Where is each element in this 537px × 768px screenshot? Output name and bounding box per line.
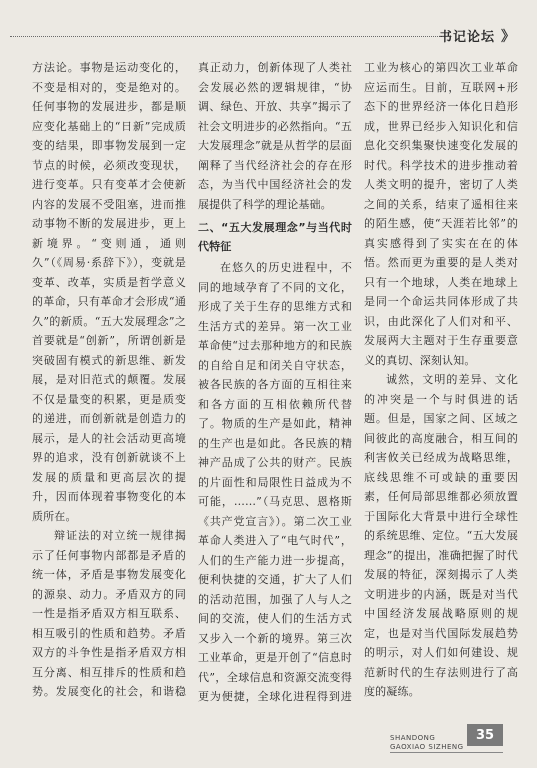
column-3 [364,58,518,703]
paragraph: 辩证法的对立统一规律揭示了任何事物内部都是矛盾的统一体，矛盾是事物发展变化的源泉、动力。矛盾双方的同一性是指矛盾双方相互联系、相互吸引的性质和趋势。矛盾双方的斗争性是指矛盾双方相互分离、相互排斥的性质和趋势。发展变化的社会，和谐稳 [32,529,186,698]
magazine-name [390,734,464,752]
column-2 [198,58,352,703]
paragraph: 方法论。事物是运动变化的，不变是相对的，变是绝对的。任何事物的发展进步，都是顺应变化基础上的“日新”完成质变的结果，即事物发展到一定节点的时候，必须改变现状，进行变革。只有变革才会使新内容的发展不受阻塞，进而推动事物不断的发展进步，更上新境界。“变则通，通则久”（《周易·系辞下》），变就是变革、改革，实质是哲学意义的革命，只有革命才会形成“通久”的新质。“五大发展理念”之首要就是“创新”，所谓创新是突破固有模式的新思维、新发展，是对旧范式的颠覆。发展不仅是量变的积累，更是质变的递进，而创新就是创造力的展示，是人的社会活动更高境界的追求，没有创新就谈不上发展的质量和更高层次的提升，因而体现着事物变化的本质所在。 [32,61,186,523]
paragraph: 工业为核心的第四次工业革命应运而生。目前，互联网+形态下的世界经济一体化日趋形成，世界已经步入知识化和信息化交织集聚快速变化发展的时代。科学技术的进步推动着人类文明的提升，密切了人类之间的关系，结束了遥相往来的陌生感，使“天涯若比邻”的真实感得到了实实在在的体悟。然而更为重要的是人类对只有一个地球，人类在地球上是同一个命运共同体形成了共识，由此深化了人们对和平、发展两大主题对于生存重要意义的真切、深刻认知。 [364,61,518,367]
paragraph: 真正动力，创新体现了人类社会发展必然的逻辑规律，“协调、绿色、开放、共享”揭示了社会文明进步的必然指向。“五大发展理念”就是从哲学的层面阐释了当代经济社会的存在形态，为当代中国经济社会的发展提供了科学的理论基础。 [198,61,352,211]
footer-rule [390,752,503,753]
section-title: 书记论坛 [438,30,495,45]
column-1 [32,58,186,703]
page-number: 35 [467,724,503,746]
header-dotted-rule [10,36,442,37]
magazine-name-line2: GAOXIAO SIZHENG [390,743,464,751]
chevron-right-icon: 》 [501,29,515,45]
magazine-name-line1: SHANDONG [390,734,436,742]
article-body [32,58,518,703]
paragraph: 诚然，文明的差异、文化的冲突是一个与时俱进的话题。但是，国家之间、区域之间彼此的高度融合，相互间的利害攸关已经成为战略思维，底线思维不可或缺的重要因素，任何局部思维都必须放置于国际化大背景中进行全球性的系统思维、定位。“五大发展理念”的提出，准确把握了时代发展的特征，深刻揭示了人类文明进步的内涵，既是对当代中国经济发展战略原则的规定，也是对当代国际发展趋势的明示，对人们如何建设、规范新时代的生存法则进行了高度的凝练。 [364,373,518,698]
section-heading-2: 二、“五大发展理念”与当代时代特征 [198,221,352,253]
paragraph: 在悠久的历史进程中，不同的地域孕育了不同的文化，形成了关于生存的思维方式和生活方式的差异。第一次工业革命使“过去那种地方的和民族的自给自足和闭关自守状态，被各民族的各方面的互相往来和各方面的互相依赖所代替了。物质的生产是如此，精神的生产也是如此。各民族的精神产品成了公共的财产。民族的片面性和局限性日益成为不可能，……”（马克思、恩格斯《共产党宣言》）。第二次工业革命人类进入了“电气时代”，人们的生产能力进一步提高，便利快捷的交通，扩大了人们的活动范围，加强了人与人之间的交流，使人们的生活方式又步入一个新的境界。第三次工业革命，更是开创了“信息时代”，全球信息和资源交流变得更为便捷，全球化进程得到进 [198,261,352,703]
